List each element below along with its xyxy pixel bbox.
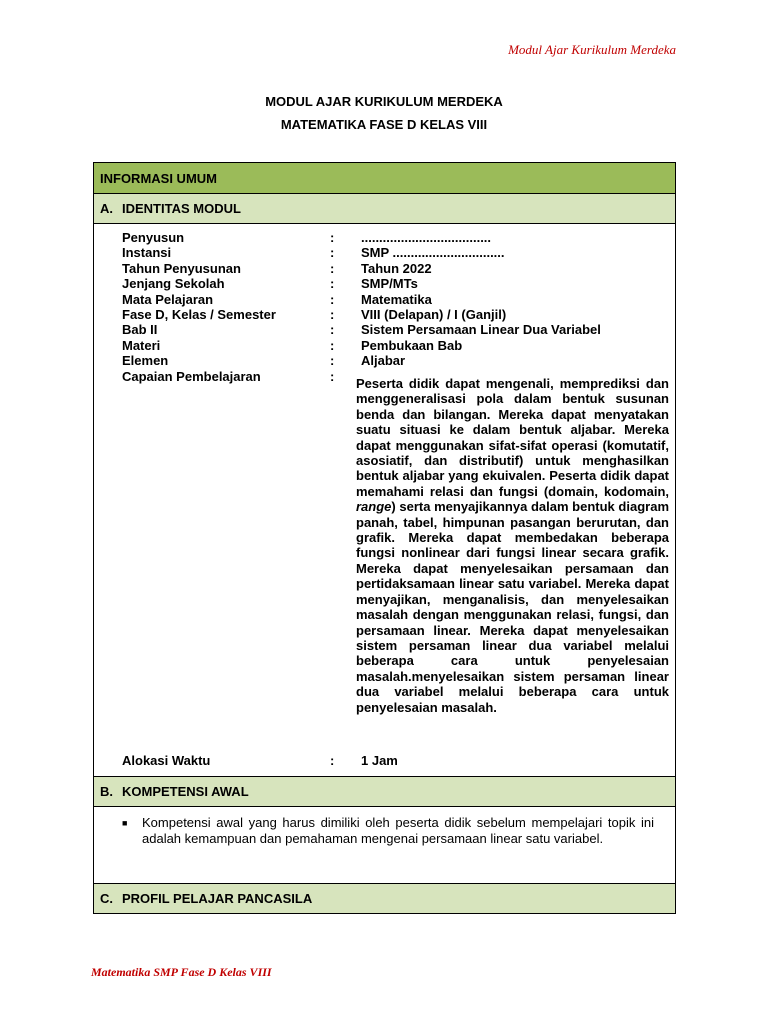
identitas-value: SMP/MTs [361,276,418,292]
identitas-value: VIII (Delapan) / I (Ganjil) [361,307,507,323]
identitas-label: Mata Pelajaran [122,291,214,307]
informasi-umum-label: INFORMASI UMUM [100,170,217,186]
colon: : [330,260,335,276]
section-b-letter: B. [100,784,113,799]
identitas-label: Penyusun [122,230,185,245]
colon: : [330,230,335,245]
identitas-list [122,230,652,384]
identitas-row [122,322,652,337]
identitas-value: Matematika [361,291,432,307]
header-note: Modul Ajar Kurikulum Merdeka [508,42,676,57]
section-b-header [94,776,675,807]
colon: : [330,337,335,353]
identitas-value: Tahun 2022 [361,260,432,276]
identitas-row [122,276,652,291]
colon: : [330,276,335,292]
alokasi-waktu-row [122,753,652,768]
identitas-value: .................................... [361,230,492,245]
identitas-label: Jenjang Sekolah [122,276,225,292]
kompetensi-awal-item [122,815,654,847]
document-subtitle: MATEMATIKA FASE D KELAS VIII [280,117,488,132]
colon: : [330,307,335,323]
identitas-value: Sistem Persamaan Linear Dua Variabel [361,322,601,338]
identitas-row [122,230,652,245]
alokasi-label: Alokasi Waktu [122,753,211,768]
identitas-row [122,338,652,353]
section-a-letter: A. [100,201,113,216]
section-a-title: IDENTITAS MODUL [122,201,241,216]
identitas-label: Tahun Penyusunan [122,260,241,276]
section-a-header [94,193,675,224]
module-table [93,162,676,914]
kompetensi-awal-text: Kompetensi awal yang harus dimiliki oleh peserta didik sebelum mempelajari topik ini adalah kemampuan dan pemahaman mengenai persamaan linear satu variabel. [142,815,654,846]
capaian-text-part2: ) serta menyajikannya dalam bentuk diagram panah, tabel, himpunan pasangan berurutan, dan grafik. Mereka dapat membedakan beberapa fungsi nonlinear dari fungsi linear secara grafik. Mereka dapat menyelesaikan persamaan dan pertidaksamaan linear satu variabel. Mereka dapat menyajikan, menganalisis, dan menyelesaikan masalah dengan menggunakan relasi, fungsi, dan persamaan linear. Mereka dapat menyelesaikan sistem persaman linear dua variabel melalui beberapa cara untuk penyelesaian masalah.menyelesaikan sistem persaman linear dua variabel melalui beberapa cara untuk penyelesaian masalah. [356,499,669,715]
colon: : [330,353,335,369]
section-c-header [94,883,675,914]
section-b-title: KOMPETENSI AWAL [122,784,249,799]
colon: : [330,245,335,261]
identitas-row [122,353,652,368]
identitas-value: Aljabar [361,353,406,369]
colon: : [330,322,335,338]
square-bullet-icon: ■ [122,818,128,828]
informasi-umum-header [94,163,675,194]
identitas-row [122,292,652,307]
capaian-range-term: range [356,499,392,515]
capaian-pembelajaran-text [356,376,669,715]
identitas-label: Materi [122,337,161,353]
section-c-title: PROFIL PELAJAR PANCASILA [122,891,313,906]
colon: : [330,368,335,384]
identitas-label: Fase D, Kelas / Semester [122,307,276,323]
identitas-row [122,307,652,322]
alokasi-value: 1 Jam [361,753,398,768]
colon: : [330,291,335,307]
identitas-label: Elemen [122,353,169,369]
colon: : [330,753,335,768]
identitas-value: Pembukaan Bab [361,337,463,353]
identitas-label: Instansi [122,245,172,261]
identitas-row [122,245,652,260]
identitas-value: SMP ............................... [361,245,505,261]
footer-note: Matematika SMP Fase D Kelas VIII [91,965,272,979]
identitas-row [122,261,652,276]
document-title: MODUL AJAR KURIKULUM MERDEKA [265,94,503,109]
identitas-label: Bab II [122,322,158,338]
section-c-letter: C. [100,891,113,906]
capaian-text-part1: Peserta didik dapat mengenali, memprediksi dan menggeneralisasi pola dalam bentuk susunan benda dan bilangan. Mereka dapat menyatakan suatu situasi ke dalam bentuk aljabar. Mereka dapat menggunakan sifat-sifat operasi (komutatif, asosiatif, dan distributif) untuk menghasilkan bentuk aljabar yang ekuivalen. Peserta didik dapat memahami relasi dan fungsi (domain, kodomain, [356,376,669,499]
identitas-label: Capaian Pembelajaran [122,368,261,384]
